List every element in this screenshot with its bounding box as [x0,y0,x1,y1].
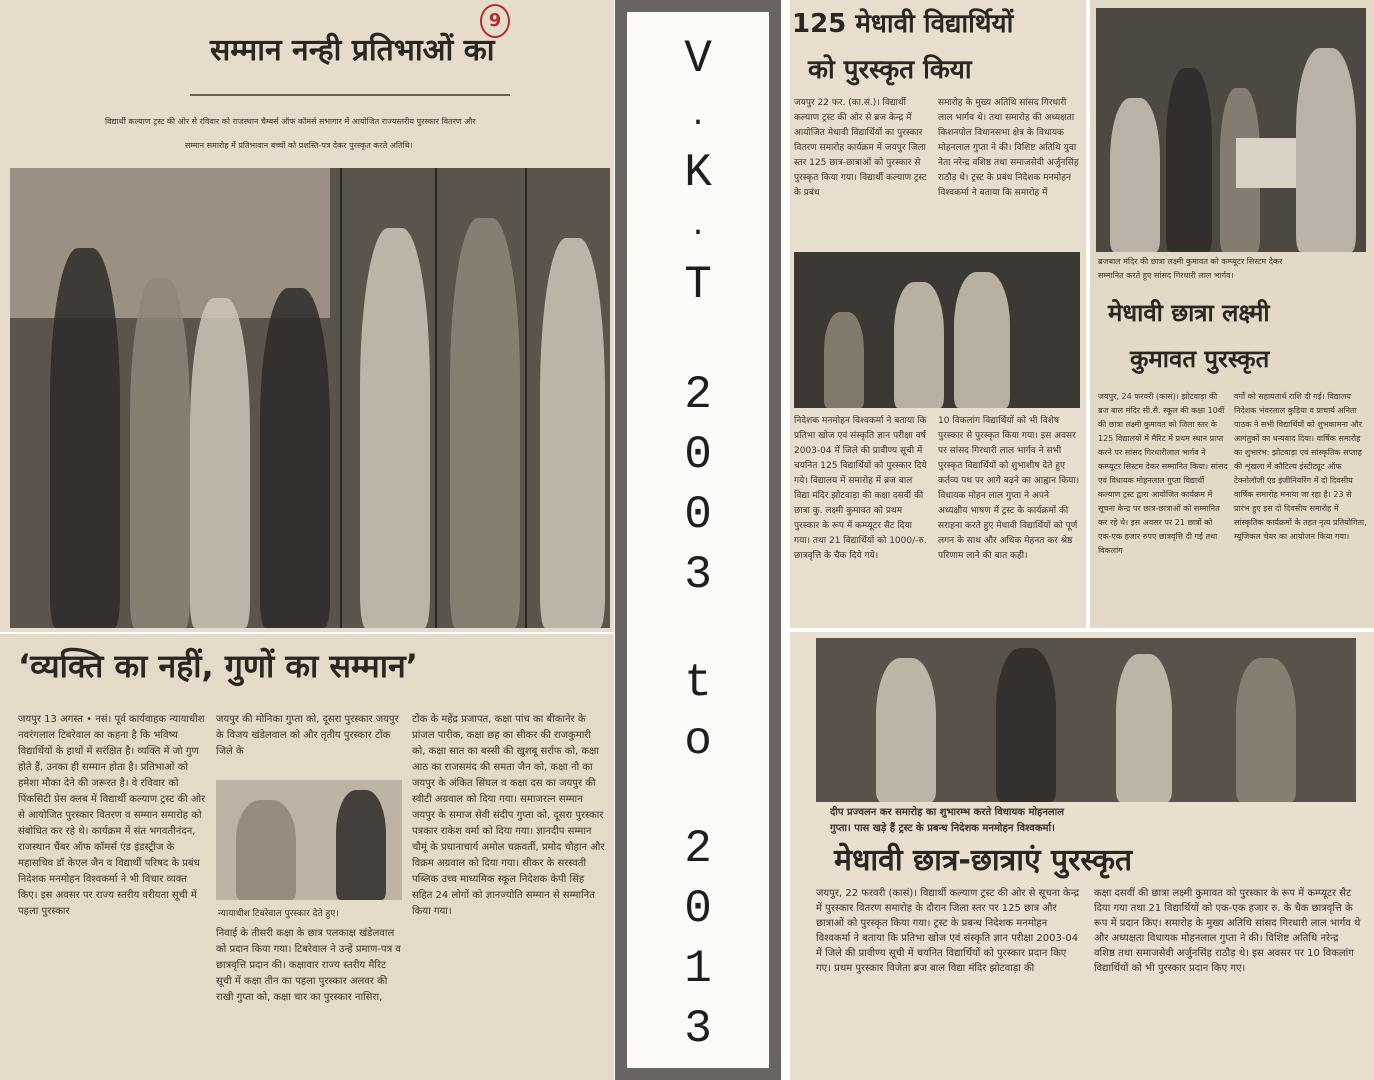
strip-char: K [684,147,712,199]
lamp-lighting-photo [816,638,1356,802]
photo-divider [340,168,342,628]
clip3-column-d: 10 विकलांग विद्यार्थियों को भी विशेष पुरस्कार से पुरस्कृत किया गया। इस अवसर पर सांसद गिरधारी लाल भार्गव ने सभी पुरस्कृत विद्यार्थियों को शुभाशीष देते हुए कर्तव्य पथ पर आगे बढ़ने का आह्वान किया। विधायक मोहन लाल गुप्ता ने अपने अध्यक्षीय भाषण में ट्रस्ट के कार्यक्रमों की सराहना करते हुए मेधावी विद्यार्थियों को पूर्ण लगन के साथ और अधिक मेहनत कर श्रेष्ठ परिणाम लाने की बात कही। [938,416,1080,561]
photo-divider [525,168,527,628]
award-ceremony-photo [10,168,610,628]
clip3-headline-1: 125 मेधावी विद्यार्थियों [792,9,1014,39]
clip1-rule [190,94,510,96]
clip2-photo-caption: न्यायाधीश टिबरेवाल पुरस्कार देते हुए। [218,909,339,919]
clipping-vyakti-ka-nahin [0,634,614,1080]
page-number-badge: 9 [480,4,510,38]
clip1-headline: सम्मान नन्ही प्रतिभाओं का [210,33,495,68]
clipping-125-medhavi-vidyarthiyon [790,0,1086,628]
strip-char: 0 [684,883,712,935]
clip3-column-b: समारोह के मुख्य अतिथि सांसद गिरधारी लाल भार्गव थे। तथा समारोह की अध्यक्षता किशनपोल विधानसभा क्षेत्र के विधायक मोहनलाल गुप्ता ने की। विशिष्ट अतिथि युवा नेता नरेन्द्र वशिष्ठ तथा समाजसेवी अर्जुनसिंह राठौड़ थे। ट्रस्ट के प्रबंध निदेशक मनमोहन विश्वकर्मा ने बताया कि समारोह में [938,98,1079,198]
strip-char: . [688,100,707,134]
strip-char: t [684,657,712,709]
clip4-headline-1: मेधावी छात्रा लक्ष्मी [1108,299,1270,327]
clip5-column-a: जयपुर, 22 फरवरी (कासं)। विद्यार्थी कल्याण ट्रस्ट की ओर से सूचना केन्द्र में पुरस्कार वितरण समारोह के दौरान जिला स्तर पर 125 छात्र और छात्राओं को पुरस्कृत किया गया। ट्रस्ट के प्रबन्ध निदेशक मनमोहन विश्वकर्मा ने बताया कि प्रतिभा खोज एवं संस्कृति ज्ञान परीक्षा 2003-04 में जिले की प्रावीण्य सूची में चयनित विद्यार्थियों को पुरस्कार प्रदान किए गए। प्रथम पुरस्कार विजेता ब्रज बाल विद्या मंदिर झोटवाड़ा की [816,888,1080,974]
strip-char: 0 [684,489,712,541]
computer-award-photo [1096,8,1366,252]
clip3-column-a: जयपुर 22 फर. (का.सं.)। विद्यार्थी कल्याण ट्रस्ट की ओर से ब्रज केन्द्र में आयोजित मेधावी विद्यार्थियों का पुरस्कार वितरण समारोह कार्यक्रम में जयपुर जिला स्तर 125 छात्र-छात्राओं को पुरस्कार से पुरस्कृत किया गया। विद्यार्थी कल्याण ट्रस्ट के प्रबंध [794,98,927,198]
clipping-medhavi-chhatra-chhatraen [790,632,1374,1080]
clipping-samman-nanhi-pratibhaon [0,0,614,632]
clip3-headline-2: को पुरस्कृत किया [808,55,972,85]
clip4-caption-2: सम्मानित करते हुए सांसद गिरधारी लाल भार्गव। [1098,271,1234,280]
strip-char: 0 [684,429,712,481]
strip-char: 2 [684,369,712,421]
clip2-column-3: टोंक के महेंद्र प्रजापत, कक्षा पांच का बीकानेर के प्रांजल पारीक, कक्षा छह का सीकर की राजकुमारी को, कक्षा सात का बस्सी की खुशबू सर्राफ को, कक्षा आठ का राजसमंद की समता जैन को, कक्षा नौ का जयपुर के अंकित सिंघल व कक्षा दस का जयपुर की स्वीटी अग्रवाल को दिया गया। समाजरत्न सम्मान जयपुर के समाज सेवी संदीप गुप्ता को, दूसरा पुरस्कार पत्रकार राकेश वर्मा को दिया गया। ज्ञानदीप सम्मान चौमूं के प्रधानाचार्य अमोल चक्रवर्ती, प्रमोद चौहान और विक्रम अग्रवाल को दिया गया। सीकर के सरस्वती पब्लिक उच्च माध्यमिक स्कूल निदेशक केपी सिंह सहित 24 लोगों को ज्ञानज्योति सम्मान से सम्मानित किया गया। [412,714,605,917]
clip5-column-b: कक्षा दसवीं की छात्रा लक्ष्मी कुमावत को पुरस्कार के रूप में कम्प्यूटर सैट दिया गया तथा 21 विद्यार्थियों को एक-एक हजार रु. के चैक छात्रवृत्ति के रूप में प्रदान किए। समारोह के मुख्य अतिथि सांसद गिरधारी लाल भार्गव थे और अध्यक्षता विधायक मोहनलाल गुप्ता ने की। विशिष्ट अतिथि नरेन्द्र वशिष्ठ तथा समाजसेवी अर्जुनसिंह राठौड़ थे। इस अवसर पर 10 विकलांग विद्यार्थियों को भी पुरस्कार प्रदान किए गए। [1094,888,1361,974]
photo-divider [435,168,437,628]
clip1-subline-1: विद्यार्थी कल्याण ट्रस्ट की ओर से रविवार को राजस्थान चैम्बर्स ऑफ कॉमर्स सभागार में आयोजित राज्यस्तरीय पुरस्कार वितरण और [105,117,476,126]
strip-char: V [684,33,712,85]
clip1-subline-2: सम्मान समारोह में प्रतिभावान बच्चों को प्रशस्ति-पत्र देकर पुरस्कृत करते अतिथि। [185,141,413,150]
judge-award-photo [216,780,402,900]
clip2-column-1: जयपुर 13 अगस्त • नसं। पूर्व कार्यवाहक न्यायाधीश नवरंगलाल टिबरेवाल का कहना है कि भविष्य विद्यार्थियों के हाथों में सरंक्षित है। व्यक्ति में जो गुण होते हैं, उनका ही सम्मान होता है। प्रतिभाओं को हमेशा मौका देने की जरूरत है। वे रविवार को पिंकसिटी प्रेस क्लब में विद्यार्थी कल्याण ट्रस्ट की ओर से आयोजित पुरस्कार वितरण व सम्मान समारोह को संबोधित कर रहे थे। कार्यक्रम में संत भगवतीनंदन, राजस्थान चैंबर ऑफ कॉमर्स एंड इंडस्ट्रीज के महासचिव डॉ केएल जैन व विद्यार्थी परिषद के प्रबंध निदेशक मनमोहन विश्वकर्मा ने भी विचार व्यक्त किए। इस अवसर पर राज्य स्तरीय वरीयता सूची में पहला पुरस्कार [18,714,206,917]
clip5-headline: मेधावी छात्र-छात्राएं पुरस्कृत [834,843,1133,878]
clip5-caption-1: दीप प्रज्वलन कर समारोह का शुभारम्भ करते विधायक मोहनलाल [830,807,1065,818]
strip-char: 3 [684,1003,712,1055]
clip2-headline: ‘व्यक्ति का नहीं, गुणों का सम्मान’ [18,647,418,685]
strip-char: 2 [684,823,712,875]
ceremony-stage-photo [794,252,1080,408]
strip-char: o [684,715,712,767]
strip-char: 3 [684,549,712,601]
strip-char: 1 [684,943,712,995]
clip2-column-2a: जयपुर की मोनिका गुप्ता को, दूसरा पुरस्कार जयपुर के विजय खंडेलवाल को और तृतीय पुरस्कार टोंक जिले के [216,714,399,757]
strip-char: . [688,210,707,244]
clip3-column-c: निदेशक मनमोहन विश्वकर्मा ने बताया कि प्रतिभा खोज एवं संस्कृति ज्ञान परीक्षा वर्ष 2003-04 में जिले की प्रावीण्य सूची में चयनित 125 विद्यार्थियों को पुरस्कार दिये गये। विद्यालय में समारोह में ब्रज बाल विद्या मंदिर झोटवाड़ा की कक्षा दसवीं की छात्रा कु. लक्ष्मी कुमावत को प्रथम पुरस्कार के रूप में कम्प्यूटर सैट दिया गया। तथा 21 विद्यार्थियों को 1000/-रु. छात्रवृत्ति के चैक दिये गये। [794,416,927,561]
clip5-caption-2: गुप्ता। पास खड़े हैं ट्रस्ट के प्रबन्ध निदेशक मनमोहन विश्वकर्मा। [830,823,1055,834]
clip4-column-a: जयपुर, 24 फरवरी (कासं)। झोटवाड़ा की ब्रज बाल मंदिर सी.सै. स्कूल की कक्षा 10वीं की छात्रा लक्ष्मी कुमावत को जिला स्तर के 125 विद्यालयों में मैरिट में प्रथम स्थान प्राप्त करने पर सांसद गिरधारीलाल भार्गव ने कम्प्यूटर सिस्टम देकर सम्मानित किया। सांसद एवं विधायक मोहनलाल गुप्ता विद्यार्थी कल्याण ट्रस्ट द्वारा आयोजित कार्यक्रम में सूचना केन्द्र पर छात्र-छात्राओं को सम्मानित कर रहे थे। इस अवसर पर 21 छात्रों को एक-एक हजार रुपए छात्रवृत्ति दी गई तथा विकलांग [1098,392,1228,555]
strip-char: T [684,259,712,311]
clip2-column-2b: निवाई के तीसरी कक्षा के छात्र पलकाक्ष खंडेलवाल को प्रदान किया गया। टिबरेवाल ने उन्हें प्रमाण-पत्र व छात्रवृत्ति प्रदान की। कक्षावार राज्य स्तरीय मैरिट सूची में कक्षा तीन का पहला पुरस्कार अलवर की राखी गुप्ता को, कक्षा चार का पुरस्कार नासिरा, [216,928,401,1003]
clip4-column-b: वर्गों को सहायतार्थ राशि दी गई। विद्यालय निदेशक भंवरलाल कुड़िया व प्राचार्य अनिता पाठक ने सभी विद्यार्थियों को शुभकामना और आगंतुकों का धन्यवाद दिया। वार्षिक समारोह का शुभारंभ: झोटवाड़ा एवं सांस्कृतिक सप्ताह की शृंखला में कौटिल्य इंस्टीट्यूट ऑफ टेक्नोलॉजी एंड इंजीनियरिंग में दो दिवसीय वार्षिक समारोह मनाया जा रहा है। 23 से प्रारंभ हुए इस दो दिवसीय समारोह में सांस्कृतिक कार्यक्रमों के तहत नृत्य प्रतियोगिता, म्यूजिकल चेयर का आयोजन किया गया। [1234,392,1367,541]
clip4-headline-2: कुमावत पुरस्कृत [1130,345,1270,373]
clipping-lakshmi-kumawat [1090,0,1374,628]
computer-monitor [1236,138,1296,188]
clip4-caption-1: ब्रजबाल मंदिर की छात्रा लक्ष्मी कुमावत को कम्प्यूटर सिस्टम देकर [1098,257,1283,266]
